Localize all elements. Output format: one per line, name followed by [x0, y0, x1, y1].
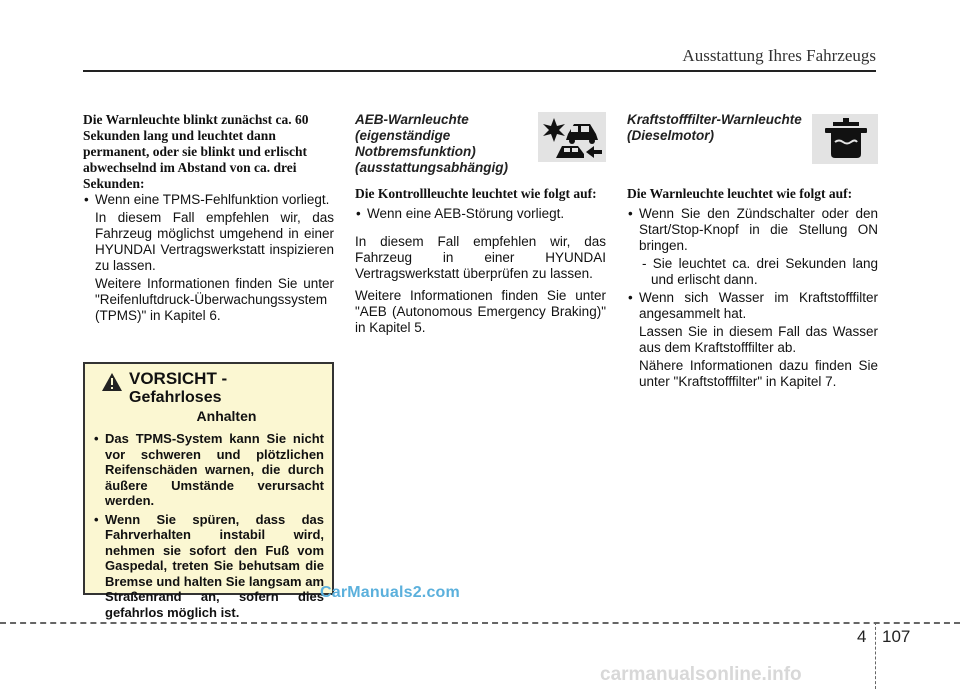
footer-dashed-rule [0, 622, 960, 624]
caution-title-line1: Gefahrloses [129, 389, 222, 406]
chapter-number: 4 [857, 627, 867, 646]
header-rule [83, 70, 876, 72]
header-title: Ausstattung Ihres Fahrzeugs [682, 46, 876, 65]
footer-watermark: carmanualsonline.info [600, 664, 802, 685]
aeb-title-line: AEB-Warnleuchte [355, 112, 469, 127]
fuel-title-line: (Dieselmotor) [627, 128, 715, 143]
caution-list [93, 431, 324, 620]
tpms-intro-line: Die Warnleuchte blinkt zunächst ca. 60 [83, 112, 309, 127]
aeb-para1: In diesem Fall empfehlen wir, das Fahrzeug in einer HYUNDAI Vertragswerkstatt überprüfen zu lassen. [355, 234, 606, 281]
column-aeb [355, 112, 606, 336]
tpms-intro-line: Sekunden lang und leuchtet dann [83, 128, 276, 143]
fuel-title-line: Kraftstofffilter-Warnleuchte [627, 112, 802, 127]
aeb-title-line: (ausstattungsabhängig) [355, 160, 509, 175]
fuel-lead: Die Warnleuchte leuchtet wie folgt auf: [627, 186, 853, 201]
aeb-lead: Die Kontrollleuchte leuchtet wie folgt auf: [355, 186, 597, 201]
aeb-para2: Weitere Informationen finden Sie unter "AEB (Autonomous Emergency Braking)" in Kapitel 5. [355, 288, 606, 335]
tpms-intro [83, 112, 334, 192]
caution-item: • Das TPMS-System kann Sie nicht vor schweren und plötzlichen Reifenschäden warnen, die durch äußere Umstände verursacht werden. [93, 431, 324, 509]
fuel-bullet2: • Wenn sich Wasser im Kraftstofffilter angesammelt hat. [627, 290, 878, 322]
column-tpms [83, 112, 334, 324]
fuel-para2: Nähere Informationen dazu finden Sie unter "Kraftstofffilter" in Kapitel 7. [639, 358, 878, 389]
tpms-para2: Weitere Informationen finden Sie unter "Reifenluftdruck-Überwachungssystem (TPMS)" in Kapitel 6. [95, 276, 334, 323]
fuel-section-header [627, 112, 878, 178]
fuel-filter-warning-icon [812, 114, 878, 164]
caution-box [83, 362, 334, 620]
tpms-para1: In diesem Fall empfehlen wir, das Fahrzeug möglichst umgehend in einer HYUNDAI Vertragswerkstatt inspizieren zu lassen. [95, 210, 334, 273]
aeb-title-line: Notbremsfunktion) [355, 144, 476, 159]
aeb-warning-icon [538, 112, 606, 162]
page-number: 107 [882, 627, 911, 646]
tpms-intro-line: abwechselnd im Abstand von ca. drei [83, 160, 297, 175]
caution-header [101, 370, 324, 425]
caution-item: • Wenn Sie spüren, dass das Fahrverhalten instabil wird, nehmen sie sofort den Fuß vom Gaspedal, treten Sie behutsam die Bremse und halten Sie langsam am Straßenrand an, sofern dies gefahrlos möglich ist. [93, 512, 324, 621]
fuel-para1: Lassen Sie in diesem Fall das Wasser aus dem Kraftstofffilter ab. [639, 324, 878, 355]
fuel-title [627, 112, 802, 144]
fuel-dash1: - Sie leuchtet ca. drei Sekunden lang und erlischt dann. [642, 256, 878, 287]
aeb-bullet: • Wenn eine AEB-Störung vorliegt. [355, 206, 606, 222]
caution-title-line2: Anhalten [196, 408, 257, 424]
aeb-section-header [355, 112, 606, 178]
tpms-bullet: • Wenn eine TPMS-Fehlfunktion vorliegt. [83, 192, 334, 208]
column-fuel-filter [627, 112, 878, 390]
footer-divider [875, 622, 876, 689]
tpms-intro-line: Sekunden: [83, 176, 145, 191]
caution-label: VORSICHT - [129, 369, 228, 388]
aeb-title [355, 112, 508, 176]
carmanuals-watermark: CarManuals2.com [320, 584, 460, 601]
aeb-title-line: (eigenständige [355, 128, 451, 143]
fuel-bullet1: • Wenn Sie den Zündschalter oder den Start/Stop-Knopf in die Stellung ON bringen. [627, 206, 878, 254]
caution-title [129, 370, 324, 425]
warning-triangle-icon [101, 372, 123, 392]
tpms-intro-line: permanent, oder sie blinkt und erlischt [83, 144, 308, 159]
